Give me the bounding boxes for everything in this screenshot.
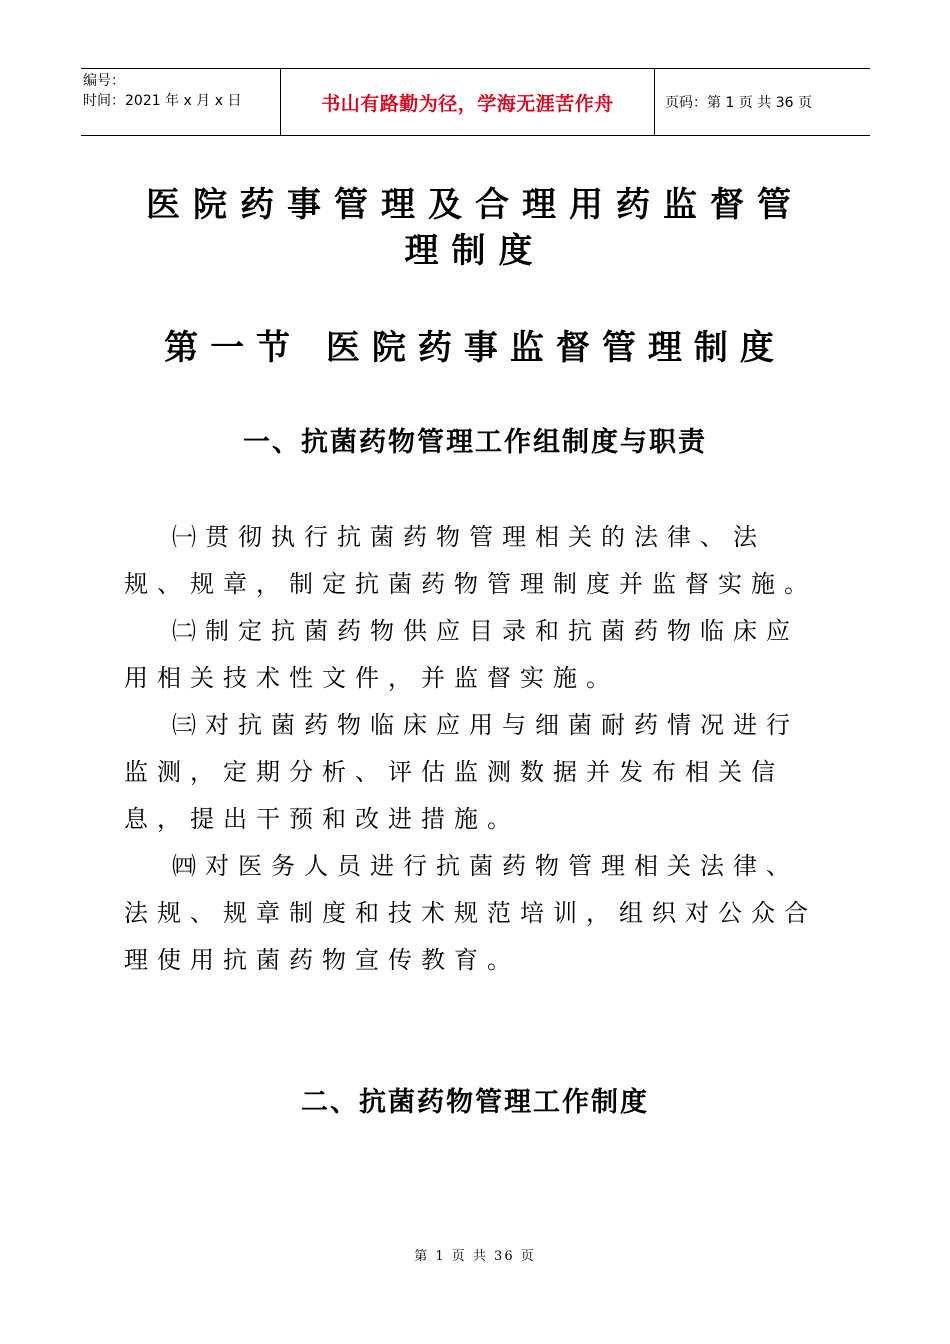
paragraph-1: ㈠贯彻执行抗菌药物管理相关的法律、法规、规章，制定抗菌药物管理制度并监督实施。 — [124, 523, 817, 598]
header-page-cell — [655, 69, 870, 135]
header-meta-cell — [81, 69, 281, 135]
document-title-line-2: 理制度 — [404, 231, 546, 271]
section-title: 第一节 医院药事监督管理制度 — [164, 328, 786, 368]
paragraph-4: ㈣对医务人员进行抗菌药物管理相关法律、法规、规章制度和技术规范培训，组织对公众合理使用抗菌药物宣传教育。 — [124, 852, 817, 974]
subsection-title-1: 一、抗菌药物管理工作组制度与职责 — [243, 427, 707, 458]
document-time-label: 时间：2021 年 x 月 x 日 — [83, 93, 242, 109]
header-motto: 书山有路勤为径，学海无涯苦作舟 — [321, 92, 614, 115]
document-number-label: 编号： — [83, 73, 125, 89]
paragraph-2: ㈡制定抗菌药物供应目录和抗菌药物临床应用相关技术性文件，并监督实施。 — [124, 617, 799, 692]
document-title-line-1: 医院药事管理及合理用药监督管 — [146, 185, 804, 225]
header-table — [81, 68, 870, 136]
header-motto-cell — [281, 69, 655, 135]
header-page-info: 页码：第 1 页 共 36 页 — [665, 95, 812, 111]
page-footer: 第 1 页 共 36 页 — [414, 1249, 536, 1264]
subsection-title-2: 二、抗菌药物管理工作制度 — [301, 1087, 649, 1118]
paragraph-3: ㈢对抗菌药物临床应用与细菌耐药情况进行监测，定期分析、评估监测数据并发布相关信息，提出干预和改进措施。 — [124, 711, 799, 833]
